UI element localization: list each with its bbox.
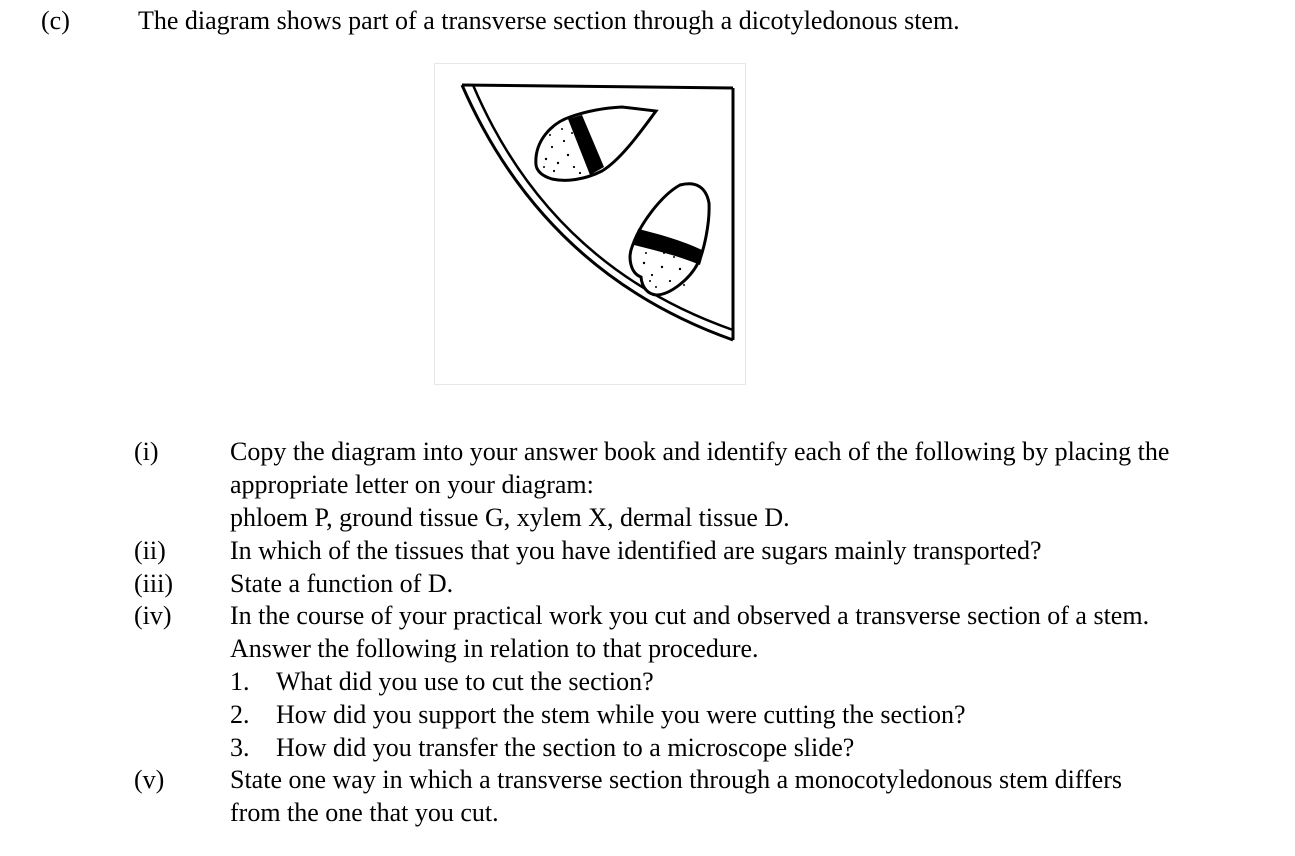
part-iv-item-2-text: How did you support the stem while you were cutting the section?	[276, 700, 966, 729]
part-iv-item-1-number: 1.	[230, 667, 250, 696]
stem-section-svg	[434, 63, 746, 385]
part-i-line-2: appropriate letter on your diagram:	[230, 470, 594, 499]
part-iv-item-3-text: How did you transfer the section to a microscope slide?	[276, 733, 855, 762]
part-iv-label: (iv)	[134, 601, 172, 630]
part-iv-item-1-text: What did you use to cut the section?	[276, 667, 654, 696]
part-iii-label: (iii)	[134, 569, 173, 598]
part-iv-item-3-number: 3.	[230, 733, 250, 762]
part-iv-line-2: Answer the following in relation to that procedure.	[230, 634, 759, 663]
part-i-label: (i)	[134, 437, 159, 466]
part-v-line-1: State one way in which a transverse section through a monocotyledonous stem differs	[230, 765, 1122, 794]
part-ii-line-1: In which of the tissues that you have identified are sugars mainly transported?	[230, 536, 1042, 565]
part-v-label: (v)	[134, 765, 165, 794]
part-iii-line-1: State a function of D.	[230, 569, 454, 598]
stem-section-diagram	[434, 63, 746, 385]
part-i-line-3: phloem P, ground tissue G, xylem X, dermal tissue D.	[230, 503, 790, 532]
part-v-line-2: from the one that you cut.	[230, 798, 499, 827]
question-intro: The diagram shows part of a transverse section through a dicotyledonous stem.	[138, 6, 960, 35]
question-label: (c)	[41, 6, 70, 35]
part-iv-item-2-number: 2.	[230, 700, 250, 729]
part-iv-line-1: In the course of your practical work you cut and observed a transverse section of a stem.	[230, 601, 1150, 630]
part-ii-label: (ii)	[134, 536, 166, 565]
part-i-line-1: Copy the diagram into your answer book and identify each of the following by placing the	[230, 437, 1170, 466]
